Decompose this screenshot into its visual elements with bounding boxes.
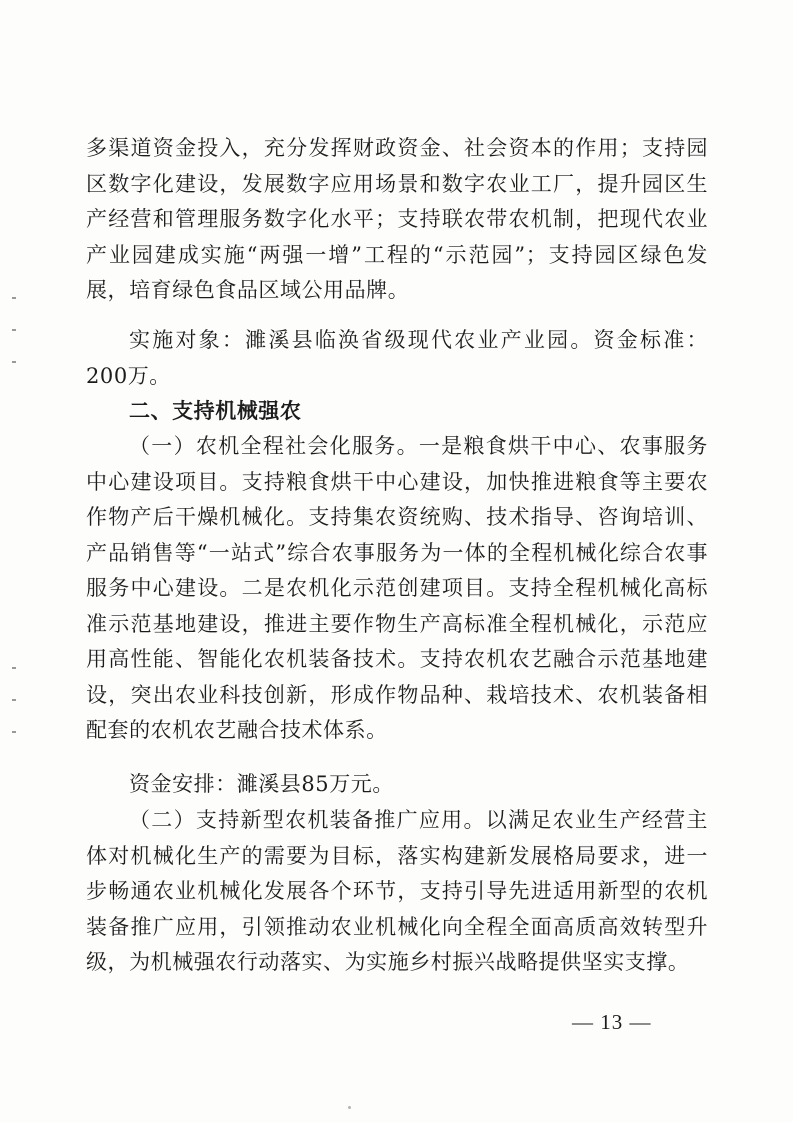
paragraph-implementation-target: 实施对象：濉溪县临涣省级现代农业产业园。资金标准：200万。 bbox=[86, 328, 708, 388]
section-heading-mechanization: 二、支持机械强农 bbox=[129, 399, 302, 423]
page-number: — 13 — bbox=[572, 1010, 652, 1034]
scan-dot bbox=[348, 1106, 351, 1109]
paragraph-funding-arrangement: 资金安排：濉溪县85万元。 bbox=[129, 772, 394, 796]
paragraph-new-machinery: （二）支持新型农机装备推广应用。以满足农业生产经营主体对机械化生产的需要为目标，落实构建新发展格局要求，进一步畅通农业机械化发展各个环节，支持引导先进适用新型的农机装备推广应用，引领推动农业机械化向全程全面高质高效转型升级，为机械强农行动落实、为实施乡村振兴战略提供坚实支撑。 bbox=[86, 808, 708, 974]
binding-marks-top bbox=[12, 297, 16, 393]
paragraph-continuation: 多渠道资金投入，充分发挥财政资金、社会资本的作用；支持园区数字化建设，发展数字应用场景和数字农业工厂，提升园区生产经营和管理服务数字化水平；支持联农带农机制，把现代农业产业园建成实施“两强一增”工程的“示范园”；支持园区绿色发展，培育绿色食品区域公用品牌。 bbox=[86, 136, 708, 302]
binding-marks-middle bbox=[12, 667, 16, 763]
paragraph-socialized-services: （一）农机全程社会化服务。一是粮食烘干中心、农事服务中心建设项目。支持粮食烘干中心建设，加快推进粮食等主要农作物产后干燥机械化。支持集农资统购、技术指导、咨询培训、产品销售等“一站式”综合农事服务为一体的全程机械化综合农事服务中心建设。二是农机化示范创建项目。支持全程机械化高标准示范基地建设，推进主要作物生产高标准全程机械化，示范应用高性能、智能化农机装备技术。支持农机农艺融合示范基地建设，突出农业科技创新，形成作物品种、栽培技术、农机装备相配套的农机农艺融合技术体系。 bbox=[86, 434, 708, 742]
